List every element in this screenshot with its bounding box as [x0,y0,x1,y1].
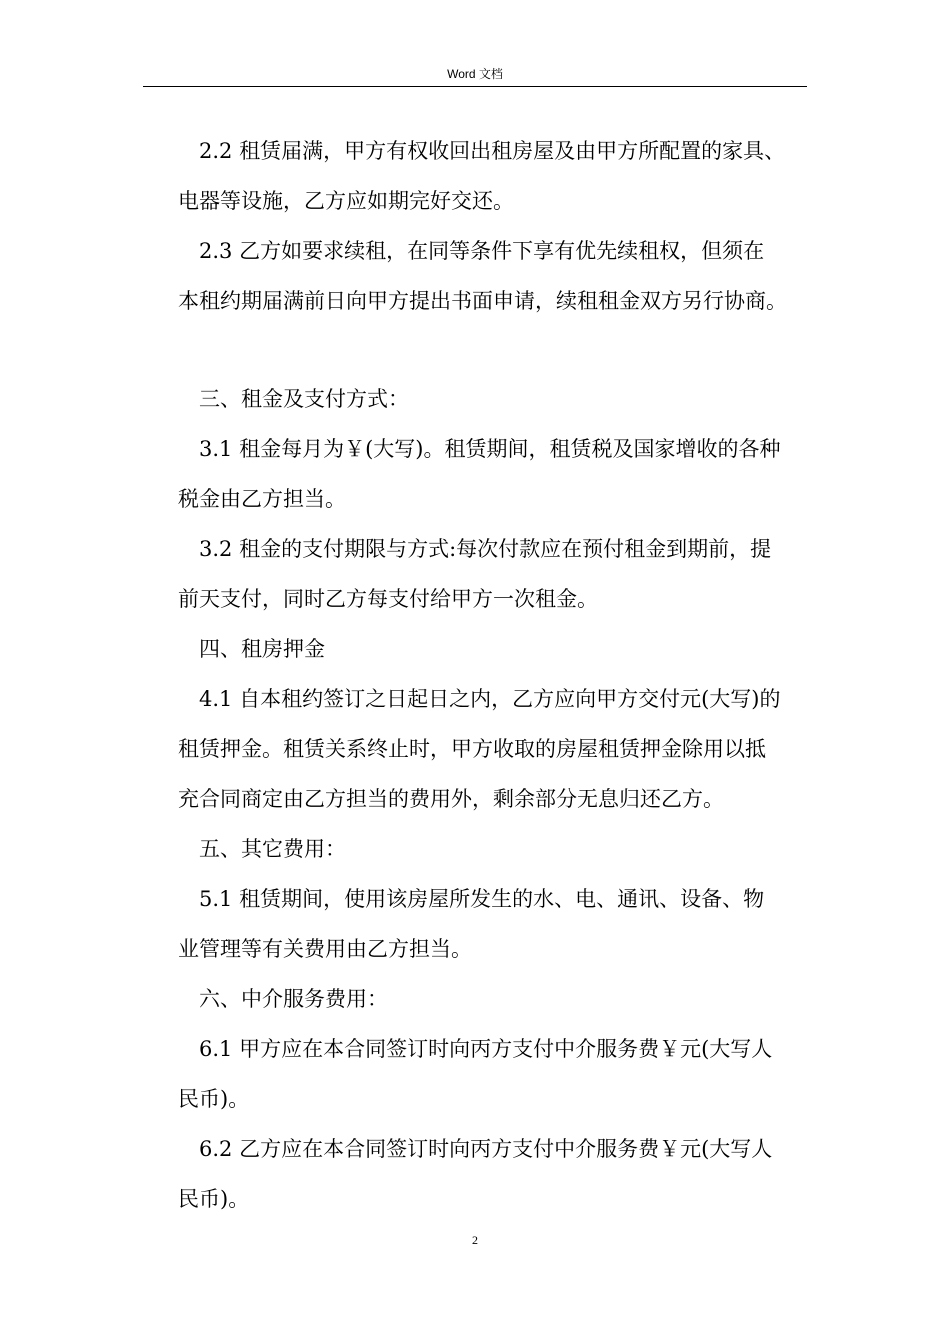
page-header-title: Word 文档 [447,67,503,81]
section-heading-5 [178,824,818,874]
text-line: 4.1 自本租约签订之日起日之内，乙方应向甲方交付元(大写)的 [199,687,781,711]
paragraph-6-2 [178,1124,818,1224]
text-line: 本租约期届满前日向甲方提出书面申请，续租租金双方另行协商。 [178,289,787,313]
text-line: 3.1 租金每月为￥(大写)。租赁期间，租赁税及国家增收的各种 [199,437,781,461]
page-number: 2 [472,1233,478,1247]
text-line: 前天支付，同时乙方每支付给甲方一次租金。 [178,587,598,611]
text-line: 五、其它费用： [199,837,346,861]
text-line: 充合同商定由乙方担当的费用外，剩余部分无息归还乙方。 [178,787,724,811]
text-line: 民币)。 [178,1087,250,1111]
header-divider [143,86,807,87]
paragraph-2-2 [178,126,818,226]
text-line: 6.2 乙方应在本合同签订时向丙方支付中介服务费￥元(大写人 [199,1137,773,1161]
paragraph-6-1 [178,1024,818,1124]
text-line: 6.1 甲方应在本合同签订时向丙方支付中介服务费￥元(大写人 [199,1037,773,1061]
section-heading-6 [178,974,818,1024]
paragraph-5-1 [178,874,818,974]
text-line: 民币)。 [178,1187,250,1211]
text-line: 六、中介服务费用： [199,987,388,1011]
paragraph-3-2 [178,524,818,624]
text-line: 税金由乙方担当。 [178,487,346,511]
text-line: 3.2 租金的支付期限与方式:每次付款应在预付租金到期前，提 [199,537,772,561]
section-heading-4 [178,624,818,674]
blank-line [178,326,818,374]
paragraph-4-1 [178,674,818,824]
paragraph-2-3 [178,226,818,326]
text-line: 四、租房押金 [199,637,325,661]
text-line: 租赁押金。租赁关系终止时，甲方收取的房屋租赁押金除用以抵 [178,737,766,761]
section-heading-3 [178,374,818,424]
text-line: 三、租金及支付方式： [199,387,409,411]
text-line: 2.3 乙方如要求续租，在同等条件下享有优先续租权，但须在 [199,239,765,263]
text-line: 5.1 租赁期间，使用该房屋所发生的水、电、通讯、设备、物 [199,887,765,911]
text-line: 业管理等有关费用由乙方担当。 [178,937,472,961]
document-body [178,126,818,1224]
paragraph-3-1 [178,424,818,524]
text-line: 2.2 租赁届满，甲方有权收回出租房屋及由甲方所配置的家具、 [199,139,786,163]
text-line: 电器等设施，乙方应如期完好交还。 [178,189,514,213]
